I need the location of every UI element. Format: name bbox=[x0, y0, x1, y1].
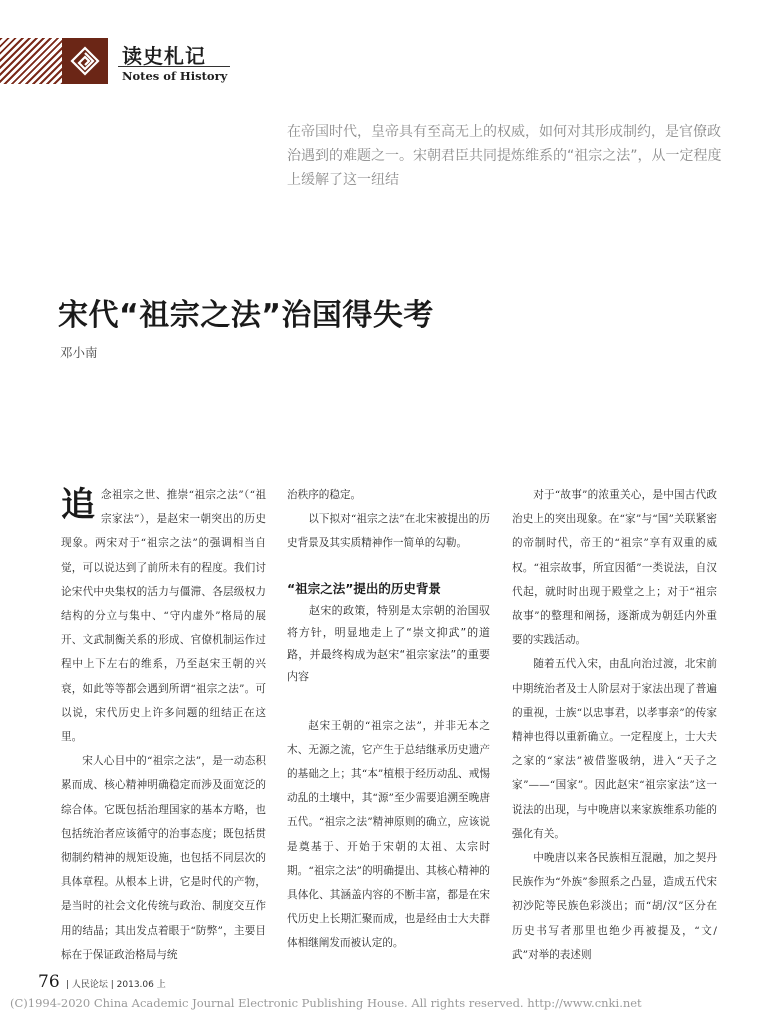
spacer bbox=[287, 688, 490, 714]
paragraph bbox=[61, 483, 266, 749]
body-column-3 bbox=[512, 483, 717, 967]
square-spiral-icon bbox=[70, 46, 100, 76]
paragraph: 宋人心目中的“祖宗之法”，是一动态积累而成、核心精神明确稳定而涉及面宽泛的综合体。它既包括治理国家的基本方略，也包括统治者应该循守的治事态度；既包括贯彻制约精神的规矩设施，也包括不同层次的具体章程。从根本上讲，它是时代的产物，是当时的社会文化传统与政治、制度交互作用的结晶；其出发点着眼于“防弊”，主要目标在于保证政治格局与统 bbox=[61, 755, 266, 961]
column-name: 读史札记 bbox=[122, 44, 206, 68]
page-number: 76 bbox=[38, 972, 60, 992]
paragraph: 治秩序的稳定。 bbox=[287, 489, 362, 501]
paragraph-text: 念祖宗之世、推崇“祖宗之法”（“祖宗家法”），是赵宋一朝突出的历史现象。两宋对于“祖宗之法”的强调相当自觉，可以说达到了前所未有的程度。我们讨论宋代中央集权的活力与僵滞、各层级权力结构的分立与集中、“守内虚外”格局的展开、文武制衡关系的形成、官僚机制运作过程中上下左右的维系，乃至赵宋王朝的兴衰，如此等等都会遇到所谓“祖宗之法”。可以说，宋代历史上许多问题的纽结正在这里。 bbox=[61, 489, 266, 744]
article-lead: 在帝国时代，皇帝具有至高无上的权威，如何对其形成制约，是官僚政治遇到的难题之一。宋朝君臣共同提炼维系的“祖宗之法”，从一定程度上缓解了这一纽结 bbox=[287, 124, 722, 188]
article-title: 宋代“祖宗之法”治国得失考 bbox=[58, 298, 434, 333]
paragraph: 以下拟对“祖宗之法”在北宋被提出的历史背景及其实质精神作一简单的勾勒。 bbox=[287, 513, 490, 550]
column-name-english: Notes of History bbox=[122, 69, 228, 83]
column-logo bbox=[62, 38, 108, 84]
body-column-1 bbox=[61, 483, 266, 967]
drop-cap: 追 bbox=[61, 485, 95, 525]
section-heading: “祖宗之法”提出的历史背景 bbox=[287, 580, 441, 596]
paragraph: 中晚唐以来各民族相互混融，加之契丹民族作为“外族”参照系之凸显，造成五代宋初沙陀等民族色彩淡出；而“胡/汉”区分在历史书写者那里也绝少再被提及，“文/武”对举的表述则 bbox=[512, 852, 717, 961]
section-summary: 赵宋的政策，特别是太宗朝的治国驭将方针，明显地走上了“崇文抑武”的道路，并最终构成为赵宋“祖宗家法”的重要内容 bbox=[287, 603, 490, 683]
decorative-stripes bbox=[0, 38, 62, 84]
body-column-2 bbox=[287, 483, 490, 956]
paragraph: 随着五代入宋，由乱向治过渡，北宋前中期统治者及士人阶层对于家法出现了普遍的重视，士族“以忠事君，以孝事亲”的传家精神也得以重新确立。一定程度上，士大夫之家的“家法”被借鉴吸纳，进入“天子之家”——“国家”。因此赵宋“祖宗家法”这一说法的出现，与中晚唐以来家族维系功能的强化有关。 bbox=[512, 658, 717, 840]
paragraph: 对于“故事”的浓重关心，是中国古代政治史上的突出现象。在“家”与“国”关联紧密的帝制时代，帝王的“祖宗”享有双重的威权。“祖宗故事，所宜因循”一类说法，自汉代起，就时时出现于殿堂之上；对于“祖宗故事”的整理和阐扬，逐渐成为朝廷内外重要的实践活动。 bbox=[512, 489, 717, 647]
column-divider bbox=[118, 66, 230, 67]
publication-info: | 人民论坛 | 2013.06 上 bbox=[66, 980, 166, 990]
article-author: 邓小南 bbox=[60, 345, 98, 360]
copyright-notice: (C)1994-2020 China Academic Journal Electronic Publishing House. All rights reserved. http://www.cnki.net bbox=[10, 996, 642, 1010]
paragraph: 赵宋王朝的“祖宗之法”，并非无本之木、无源之流，它产生于总结继承历史遗产的基础之上；其“本”植根于经历动乱、戒惕动乱的土壤中，其“源”至少需要追溯至晚唐五代。“祖宗之法”精神原则的确立，应该说是奠基于、开始于宋朝的太祖、太宗时期。“祖宗之法”的明确提出、其核心精神的具体化、其涵盖内容的不断丰富，都是在宋代历史上长期汇聚而成，也是经由士大夫群体相继阐发而被认定的。 bbox=[287, 719, 490, 950]
